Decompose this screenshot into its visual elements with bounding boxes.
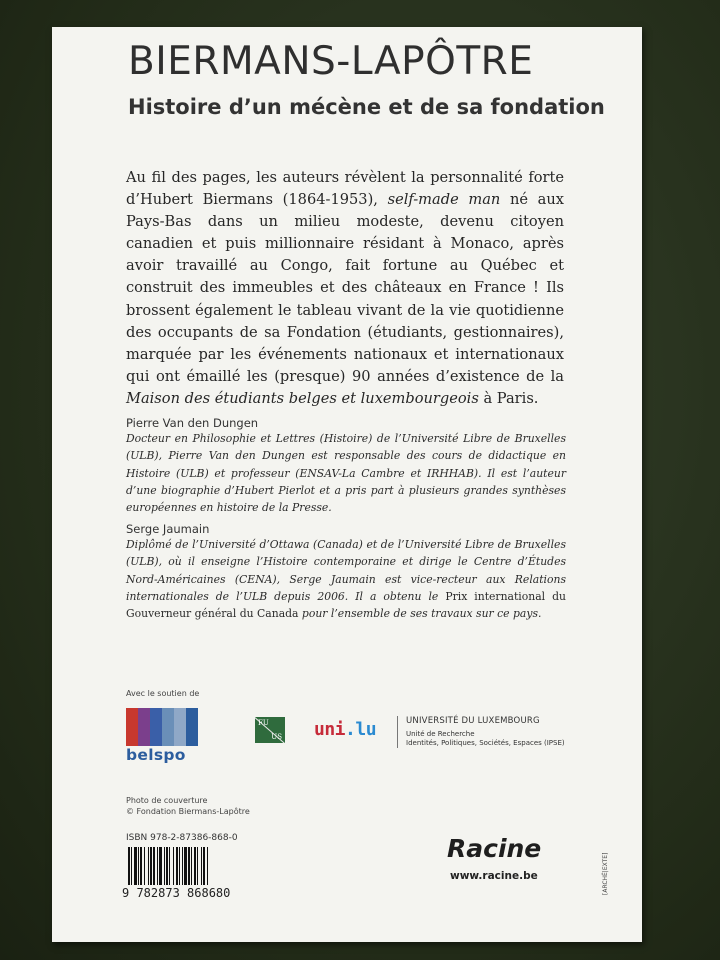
barcode-bar (191, 847, 192, 885)
blurb-italic-2: Maison des étudiants belges et luxembourgeois (126, 389, 479, 407)
barcode-bar (166, 847, 168, 885)
barcode-bar (173, 847, 174, 885)
barcode-bar (188, 847, 190, 885)
publisher-url: www.racine.be (450, 870, 538, 882)
barcode-bar (128, 847, 130, 885)
barcode-bar (184, 847, 187, 885)
book-title: BIERMANS-LAPÔTRE (128, 39, 534, 84)
barcode-bar (138, 847, 139, 885)
barcode-bar (203, 847, 205, 885)
belspo-bar-4 (162, 708, 174, 746)
blurb-text-1: Au fil des pages, les auteurs révèlent la personnalité forte d’Hubert Biermans (1864-1953), (126, 169, 564, 209)
fu-logo-top: FU (258, 719, 269, 727)
barcode-bar (182, 847, 183, 885)
university-name: UNIVERSITÉ DU LUXEMBOURG (406, 716, 540, 726)
author-bio-1: Docteur en Philosophie et Lettres (Histoire) de l’Université Libre de Bruxelles (ULB), Pierre Van den Dungen est responsable des cours de didactique en Histoire (ULB) et professeur (ENSAV-La Cambre et IRHHAB). Il est l’auteur d’une biographie d’Hubert Pierlot et a pris part à plusieurs grandes synthèses européennes en histoire de la Presse. (126, 432, 566, 515)
barcode-bar (157, 847, 158, 885)
belspo-bar-5 (174, 708, 186, 746)
blurb-text-3: à Paris. (478, 389, 539, 407)
unilu-logo-uni: uni (314, 719, 346, 740)
barcode-bar (194, 847, 196, 885)
research-unit-line-1: Unité de Recherche (406, 730, 475, 738)
author-bio-2b: Prix international du Gouverneur général du Canada (126, 589, 566, 621)
support-label: Avec le soutien de (126, 689, 200, 698)
photo-credit-line-1: Photo de couverture (126, 796, 208, 805)
book-subtitle: Histoire d’un mécène et de sa fondation (128, 95, 605, 119)
barcode-bar (207, 847, 208, 885)
author-bio-2c: pour l’ensemble de ses travaux sur ce pays. (298, 607, 542, 621)
belspo-wordmark: belspo (126, 746, 186, 764)
isbn-text: ISBN 978-2-87386-868-0 (126, 833, 238, 843)
photo-credit-line-2: © Fondation Biermans-Lapôtre (126, 807, 250, 816)
belspo-bar-1 (126, 708, 138, 746)
barcode-bar (159, 847, 162, 885)
unilu-logo (314, 719, 376, 740)
blurb-italic-1: self-made man (387, 191, 501, 209)
barcode-bar (169, 847, 170, 885)
barcode-bar (134, 847, 137, 885)
barcode-bar (150, 847, 152, 885)
isbn-barcode (128, 847, 234, 885)
author-bio-2a: Diplômé de l’Université d’Ottawa (Canada) et de l’Université Libre de Bruxelles (ULB), où il enseigne l’Histoire contemporaine et dirige le Centre d’Études Nord-Américaines (CENA), Serge Jaumain est vice-recteur aux Relations internationales de l’ULB depuis 2006. Il a obtenu le (126, 538, 566, 603)
barcode-bar (140, 847, 142, 885)
belspo-logo (126, 708, 198, 766)
barcode-bar (176, 847, 178, 885)
barcode-bar (197, 847, 198, 885)
collection-mark: [ARCHÉ|EXTE] (602, 852, 609, 896)
blurb-paragraph (126, 167, 564, 410)
barcode-bar (153, 847, 155, 885)
publisher-logo: Racine (447, 834, 542, 863)
university-block (397, 716, 565, 748)
fu-logo (255, 717, 285, 743)
unilu-logo-lu: .lu (345, 719, 377, 740)
author-name-2: Serge Jaumain (126, 522, 210, 536)
barcode-bar (201, 847, 202, 885)
photo-credit (126, 795, 250, 817)
barcode-bar (164, 847, 165, 885)
author-bio-2 (126, 536, 566, 622)
barcode-bar (179, 847, 180, 885)
fu-logo-bottom: US (271, 733, 282, 741)
barcode-bar (144, 847, 145, 885)
belspo-bar-6 (186, 708, 198, 746)
belspo-bar-3 (150, 708, 162, 746)
research-unit-line-2: Identités, Politiques, Sociétés, Espaces (IPSE) (406, 739, 565, 747)
barcode-bar (148, 847, 149, 885)
belspo-color-bars (126, 708, 198, 746)
book-back-cover (52, 27, 642, 942)
barcode-digits: 9 782873 868680 (122, 886, 231, 900)
barcode-bar (131, 847, 132, 885)
belspo-bar-2 (138, 708, 150, 746)
research-unit (406, 730, 565, 748)
author-name-1: Pierre Van den Dungen (126, 416, 259, 430)
blurb-text-2: né aux Pays-Bas dans un milieu modeste, devenu citoyen canadien et puis millionnaire résidant à Monaco, après avoir travaillé au Congo, fait fortune au Québec et construit des immeubles et des châteaux en France ! Ils brossent également le tableau vivant de la vie quotidienne des occupants de sa Fondation (étudiants, gestionnaires), marquée par les événements nationaux et internationaux qui ont émaillé les (presque) 90 années d’existence de la (126, 191, 564, 385)
